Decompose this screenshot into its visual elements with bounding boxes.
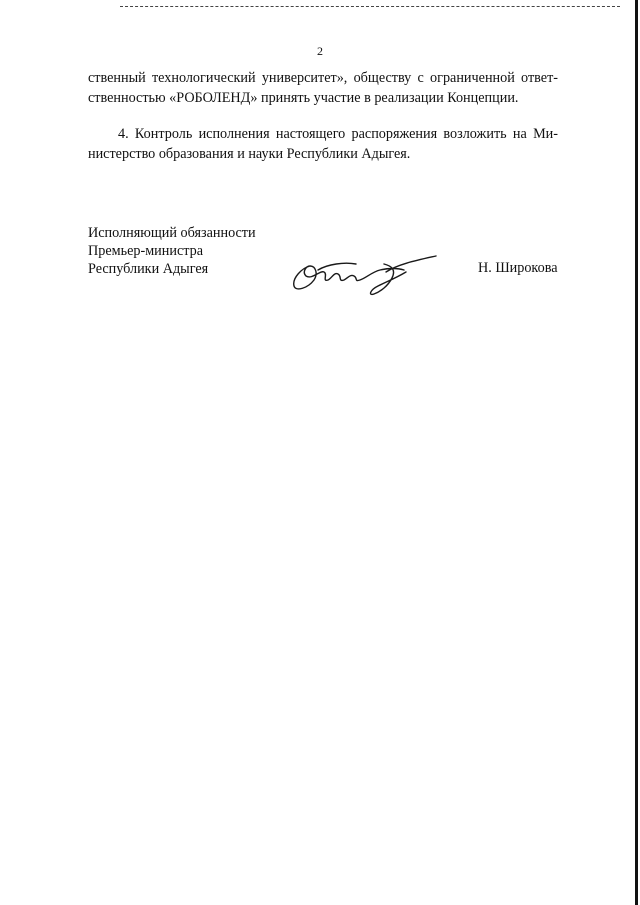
- handwritten-signature: [288, 248, 438, 298]
- signatory-title-line: Исполняющий обязанности: [88, 225, 256, 241]
- signatory-title-line: Премьер-министра: [88, 243, 204, 259]
- signatory-title: [88, 224, 256, 278]
- scan-top-edge: [120, 6, 620, 7]
- paragraph-participation: [88, 68, 558, 108]
- page-number: 2: [317, 44, 323, 58]
- paragraph-line: 4. Контроль исполнения настоящего распоряжения возложить на Ми-: [118, 126, 558, 142]
- paragraph-line: ственностью «РОБОЛЕНД» принять участие в реализации Концепции.: [88, 90, 519, 106]
- signer-name: Н. Широкова: [478, 260, 558, 276]
- paragraph-control: [88, 124, 558, 164]
- paragraph-line: ственный технологический университет», обществу с ограниченной ответ-: [88, 70, 558, 86]
- scan-right-edge: [635, 0, 638, 905]
- signatory-title-line: Республики Адыгея: [88, 261, 209, 277]
- paragraph-line: нистерство образования и науки Республики Адыгея.: [88, 146, 411, 162]
